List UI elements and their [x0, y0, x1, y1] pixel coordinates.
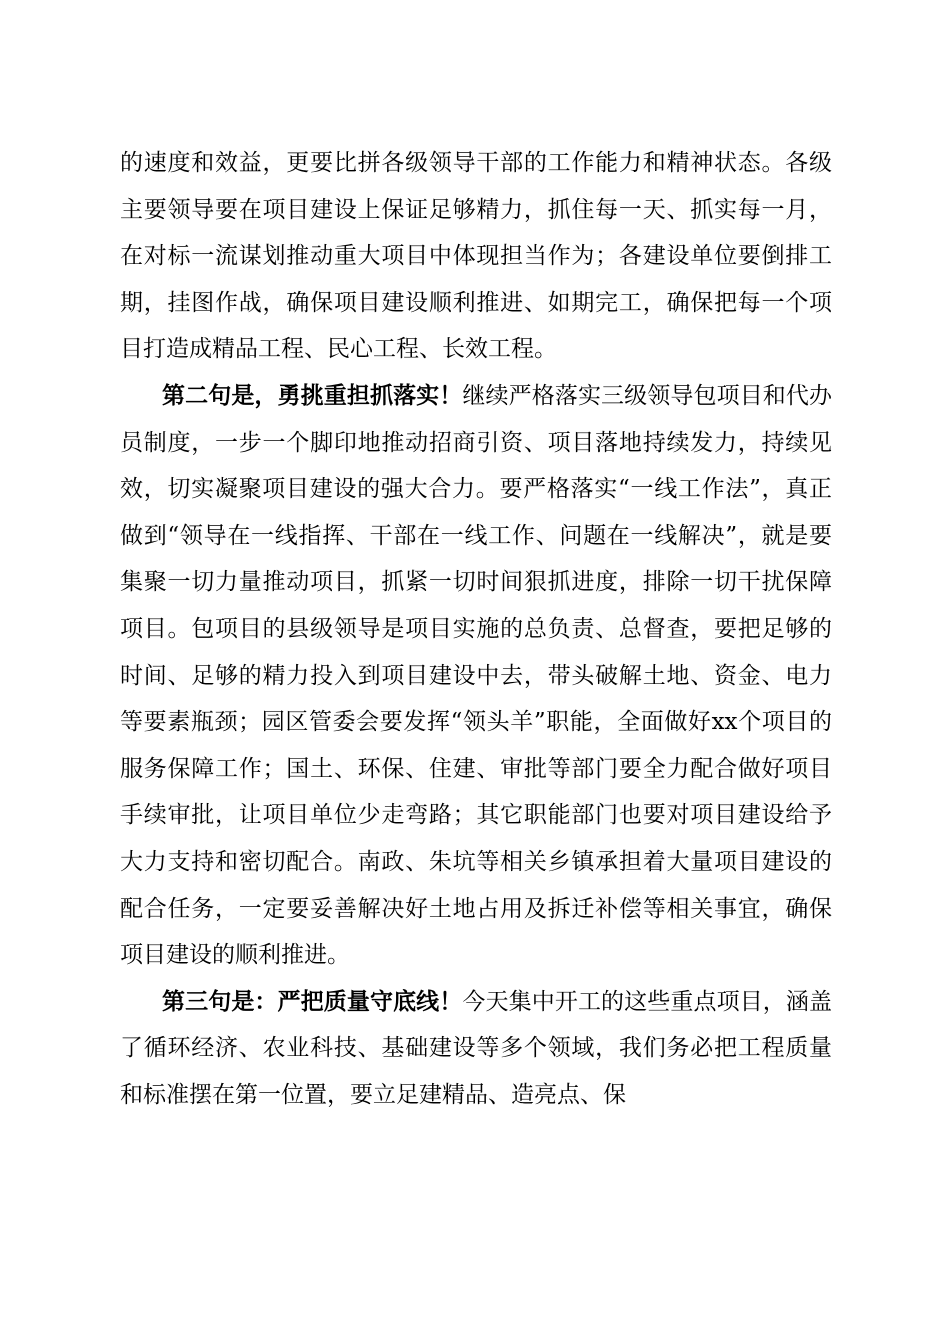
paragraph-lead-heading: 第三句是：严把质量守底线！: [162, 987, 463, 1015]
paragraph-text: 的速度和效益，更要比拼各级领导干部的工作能力和精神状态。各级主要领导要在项目建设上保证足够精力，抓住每一天、抓实每一月，在对标一流谋划推动重大项目中体现担当作为；各建设单位要倒排工期，挂图作战，确保项目建设顺利推进、如期完工，确保把每一个项目打造成精品工程、民心工程、长效工程。: [120, 150, 832, 363]
paragraph-text: 继续严格落实三级领导包项目和代办员制度，一步一个脚印地推动招商引资、项目落地持续发力，持续见效，切实凝聚项目建设的强大合力。要严格落实“一线工作法”，真正做到“领导在一线指挥、干部在一线工作、问题在一线解决”，就是要集聚一切力量推动项目，抓紧一切时间狠抓进度，排除一切干扰保障项目。包项目的县级领导是项目实施的总负责、总督查，要把足够的时间、足够的精力投入到项目建设中去，带头破解土地、资金、电力等要素瓶颈；园区管委会要发挥“领头羊”职能，全面做好xx个项目的服务保障工作；国土、环保、住建、审批等部门要全力配合做好项目手续审批，让项目单位少走弯路；其它职能部门也要对项目建设给予大力支持和密切配合。南政、朱坑等相关乡镇承担着大量项目建设的配合任务，一定要妥善解决好土地占用及拆迁补偿等相关事宜，确保项目建设的顺利推进。: [120, 382, 833, 969]
paragraph-second-point: [120, 373, 832, 979]
paragraph-text: 今天集中开工的这些重点项目，涵盖了循环经济、农业科技、基础建设等多个领域，我们务必把工程质量和标准摆在第一位置，要立足建精品、造亮点、保: [120, 988, 833, 1108]
paragraph-continuation: [120, 140, 832, 373]
paragraph-lead-heading: 第二句是，勇挑重担抓落实！: [162, 381, 463, 409]
document-body: [120, 140, 832, 1118]
paragraph-third-point: [120, 979, 832, 1119]
